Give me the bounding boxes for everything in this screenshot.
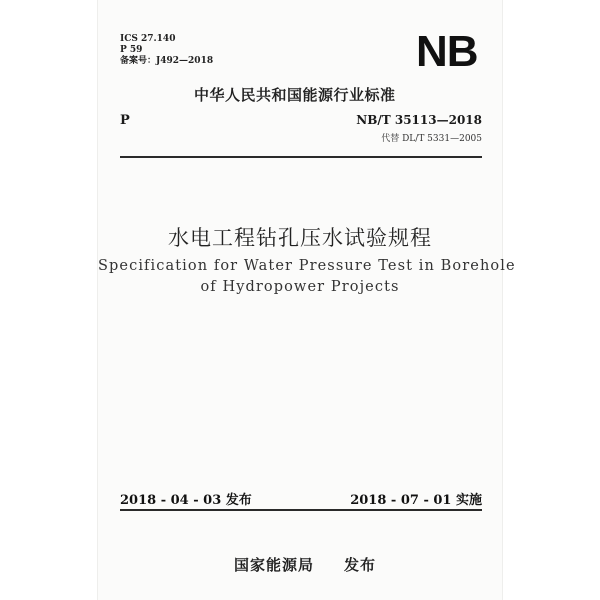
standard-number: NB/T 35113—2018 (356, 113, 482, 127)
implementation-date: 2018 - 07 - 01 实施 (350, 493, 482, 508)
issue-date: 2018 - 04 - 03 发布 (120, 493, 252, 508)
title-english-line-2: of Hydropower Projects (200, 279, 400, 295)
issuing-authority: 国家能源局 (234, 556, 315, 574)
industry-standard-title: 中华人民共和国能源行业标准 (194, 86, 396, 104)
header-divider (120, 156, 482, 158)
title-english-line-1: Specification for Water Pressure Test in Borehole (98, 258, 516, 274)
ccs-code: P 59 (120, 45, 143, 55)
ics-code: ICS 27.140 (120, 34, 176, 44)
title-chinese: 水电工程钻孔压水试验规程 (168, 226, 432, 250)
nb-logo: NB (416, 27, 478, 76)
standard-cover (98, 0, 516, 600)
classification-letter: P (120, 113, 130, 128)
footer-divider (120, 509, 482, 511)
replaces-standard: 代替 DL/T 5331—2005 (381, 134, 482, 144)
record-number: 备案号：J492—2018 (120, 56, 214, 66)
publish-label: 发布 (344, 556, 377, 574)
